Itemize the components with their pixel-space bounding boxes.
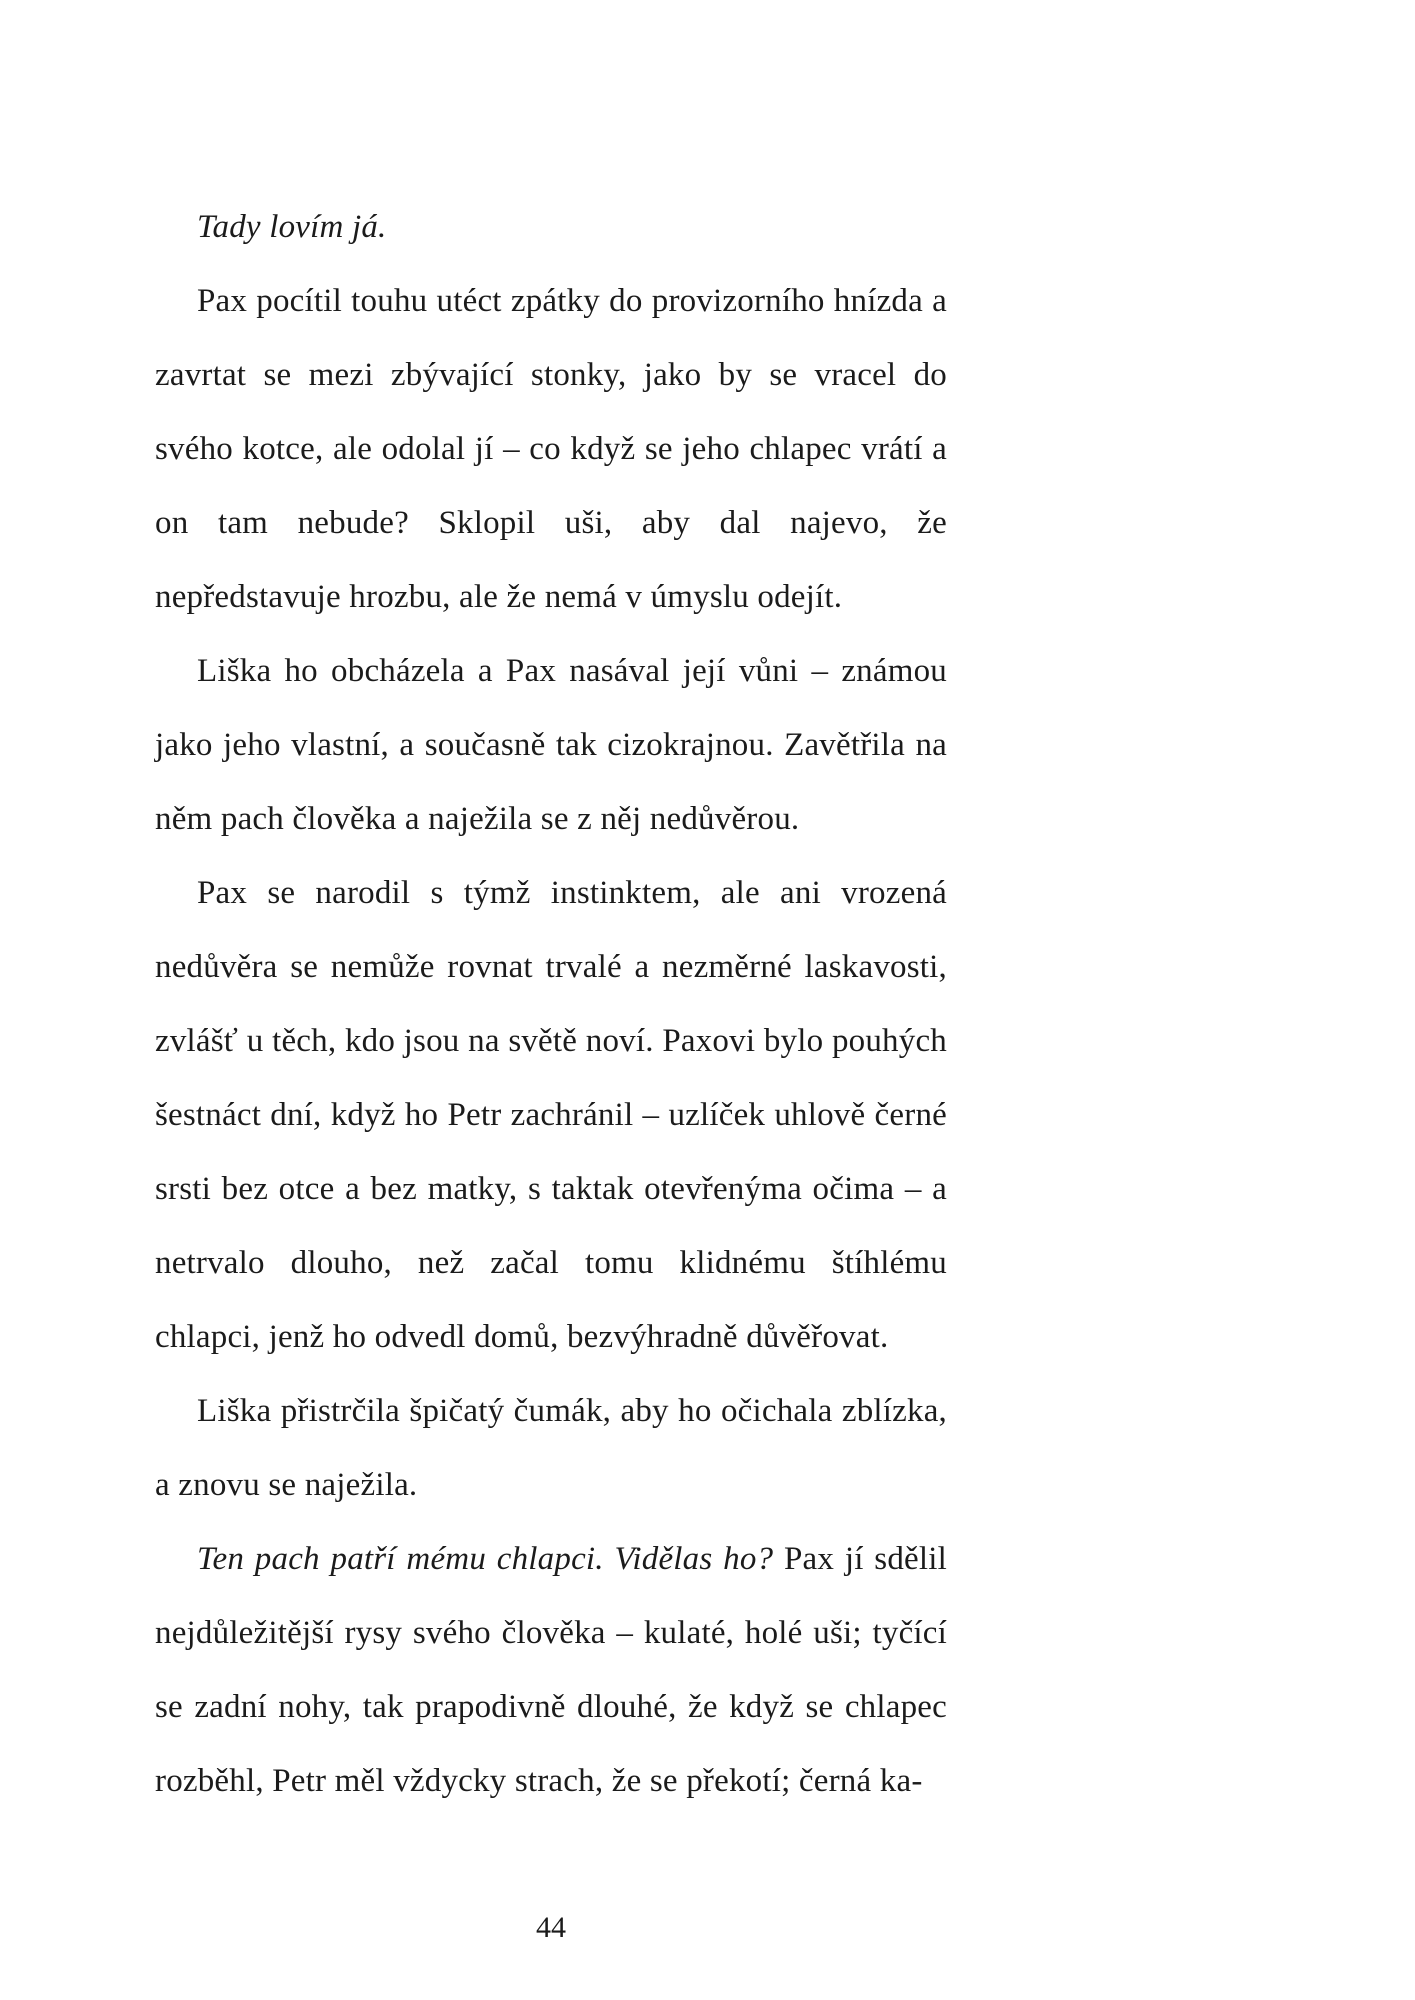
- paragraph: [155, 190, 947, 264]
- body-text: Pax jí sdělil nejdůležitější rysy svého člověka – kulaté, holé uši; tyčící se zadní nohy, tak prapodivně dlouhé, že když se chlapec rozběhl, Petr měl vždycky strach, že se překotí; černá ka-: [155, 1541, 947, 1799]
- body-text: Liška přistrčila špičatý čumák, aby ho očichala zblízka, a znovu se naježila.: [155, 1393, 947, 1503]
- body-text: Liška ho obcházela a Pax nasával její vůni – známou jako jeho vlastní, a současně tak cizokrajnou. Zavětřila na něm pach člověka a naježila se z něj nedůvěrou.: [155, 653, 947, 837]
- paragraph: [155, 1522, 947, 1818]
- paragraph: [155, 856, 947, 1374]
- italic-text: Tady lovím já.: [197, 209, 387, 245]
- body-text: Pax se narodil s týmž instinktem, ale ani vrozená nedůvěra se nemůže rovnat trvalé a nezměrné laskavosti, zvlášť u těch, kdo jsou na světě noví. Paxovi bylo pouhých šestnáct dní, když ho Petr zachránil – uzlíček uhlově černé srsti bez otce a bez matky, s taktak otevřenýma očima – a netrvalo dlouho, než začal tomu klidnému štíhlému chlapci, jenž ho odvedl domů, bezvýhradně důvěřovat.: [155, 875, 947, 1355]
- paragraph: [155, 1374, 947, 1522]
- page-number: 44: [536, 1911, 566, 1944]
- body-text: Pax pocítil touhu utéct zpátky do provizorního hnízda a zavrtat se mezi zbývající stonky, jako by se vracel do svého kotce, ale odolal jí – co když se jeho chlapec vrátí a on tam nebude? Sklopil uši, aby dal najevo, že nepředstavuje hrozbu, ale že nemá v úmyslu odejít.: [155, 283, 947, 615]
- paragraph: [155, 634, 947, 856]
- text-block: [155, 190, 947, 1818]
- paragraph: [155, 264, 947, 634]
- italic-text: Ten pach patří mému chlapci. Vidělas ho?: [197, 1541, 774, 1577]
